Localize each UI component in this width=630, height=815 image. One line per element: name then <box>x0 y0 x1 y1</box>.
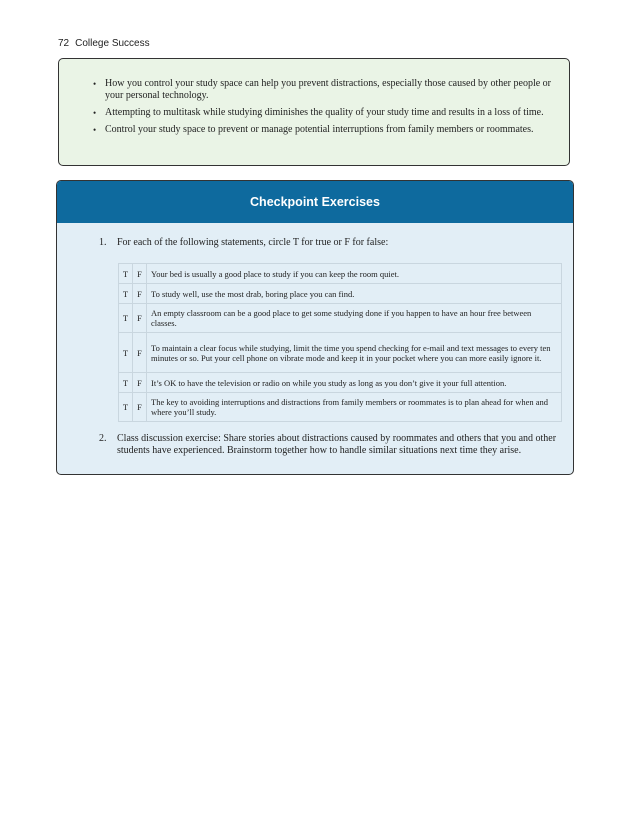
summary-list <box>105 78 555 136</box>
true-false-table <box>118 263 562 422</box>
summary-bullet: • Control your study space to prevent or manage potential interruptions from family members or roommates. <box>105 124 555 136</box>
false-option[interactable]: F <box>133 393 147 422</box>
false-option[interactable]: F <box>133 264 147 284</box>
statement-text: To maintain a clear focus while studying, limit the time you spend checking for e-mail and text messages to every ten minutes or so. Put your cell phone on vibrate mode and keep it in your pocket where you can more easily ignore it. <box>147 333 562 373</box>
true-option[interactable]: T <box>119 264 133 284</box>
exercise-text: For each of the following statements, circle T for true or F for false: <box>117 237 389 248</box>
false-option[interactable]: F <box>133 373 147 393</box>
running-head <box>58 38 150 49</box>
book-title: College Success <box>75 38 150 49</box>
table-row <box>119 264 562 284</box>
summary-box <box>58 58 570 166</box>
false-option[interactable]: F <box>133 284 147 304</box>
table-row <box>119 304 562 333</box>
true-option[interactable]: T <box>119 304 133 333</box>
exercise-number: 2. <box>99 433 107 444</box>
checkpoint-title: Checkpoint Exercises <box>57 181 573 223</box>
exercise-text: Class discussion exercise: Share stories about distractions caused by roommates and others that you and other students have experienced. Brainstorm together how to handle similar situations next time they arise. <box>117 433 557 456</box>
statement-text: To study well, use the most drab, boring place you can find. <box>147 284 562 304</box>
statement-text: The key to avoiding interruptions and distractions from family members or roommates is to plan ahead for when and where you’ll study. <box>147 393 562 422</box>
table-row <box>119 373 562 393</box>
true-option[interactable]: T <box>119 284 133 304</box>
statement-text: Your bed is usually a good place to study if you can keep the room quiet. <box>147 264 562 284</box>
true-option[interactable]: T <box>119 373 133 393</box>
summary-bullet: • How you control your study space can help you prevent distractions, especially those caused by other people or your personal technology. <box>105 78 555 102</box>
false-option[interactable]: F <box>133 304 147 333</box>
page-number: 72 <box>58 38 70 49</box>
table-row <box>119 333 562 373</box>
statement-text: It’s OK to have the television or radio on while you study as long as you don’t give it your full attention. <box>147 373 562 393</box>
summary-bullet: • Attempting to multitask while studying diminishes the quality of your study time and results in a loss of time. <box>105 107 555 119</box>
true-option[interactable]: T <box>119 393 133 422</box>
false-option[interactable]: F <box>133 333 147 373</box>
checkpoint-exercises-box <box>56 180 574 475</box>
true-option[interactable]: T <box>119 333 133 373</box>
exercise-number: 1. <box>99 237 107 248</box>
statement-text: An empty classroom can be a good place to get some studying done if you happen to have an hour free between classes. <box>147 304 562 333</box>
table-row <box>119 284 562 304</box>
table-row <box>119 393 562 422</box>
